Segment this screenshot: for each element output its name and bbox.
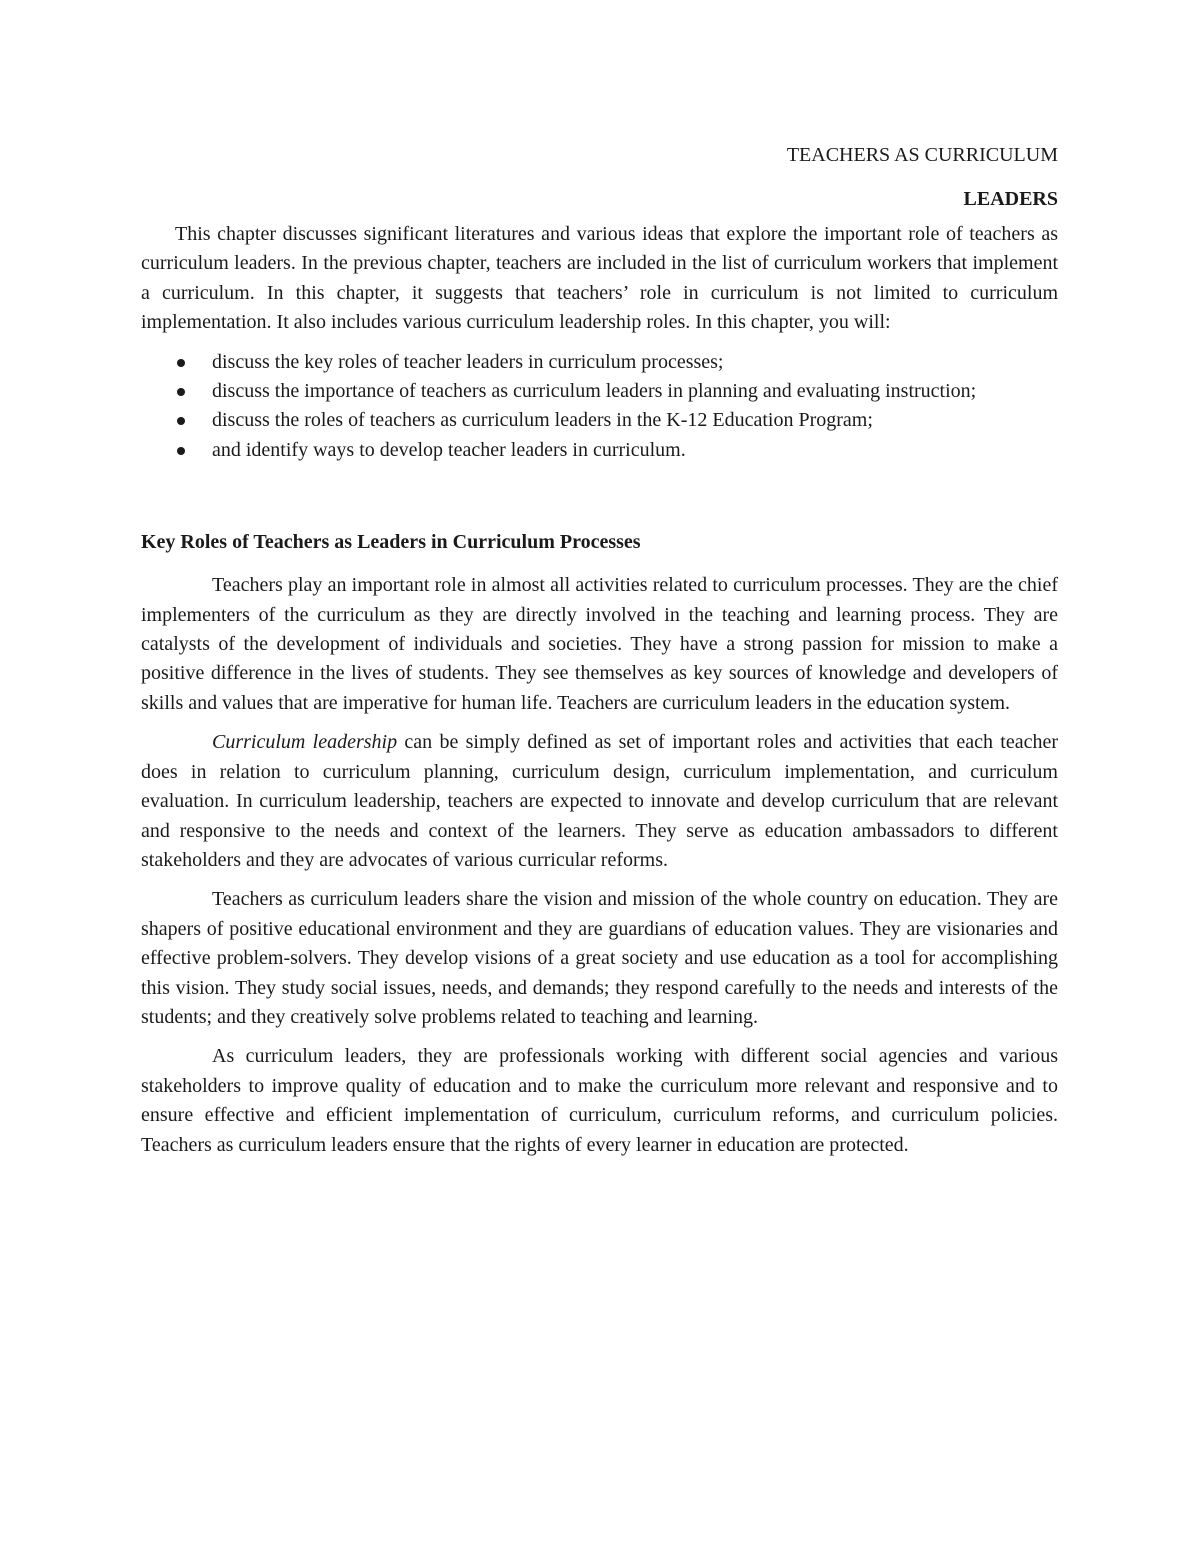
bullet-icon [177,359,185,367]
list-item-text: and identify ways to develop teacher leaders in curriculum. [212,438,686,461]
list-item-text: discuss the roles of teachers as curriculum leaders in the K-12 Education Program; [212,409,873,432]
page-title: TEACHERS AS CURRICULUM [786,144,1058,166]
list-item [141,377,1058,406]
list-item-text: discuss the importance of teachers as curriculum leaders in planning and evaluating instruction; [212,380,977,403]
list-item-text: discuss the key roles of teacher leaders in curriculum processes; [212,350,724,373]
page-subtitle: LEADERS [963,188,1058,210]
list-item [141,406,1058,435]
list-item [141,348,1058,377]
bullet-icon [177,388,185,396]
bullet-icon [177,417,185,425]
document-page [141,140,1058,1160]
intro-paragraph: This chapter discusses significant literatures and various ideas that explore the important role of teachers as curriculum leaders. In the previous chapter, teachers are included in the list of curriculum workers that implement a curriculum. In this chapter, it suggests that teachers’ role in curriculum is not limited to curriculum implementation. It also includes various curriculum leadership roles. In this chapter, you will: [141,223,1058,334]
defined-term: Curriculum leadership [212,731,398,754]
list-item [141,436,1058,465]
section-heading: Key Roles of Teachers as Leaders in Curriculum Processes [141,531,641,554]
body-paragraph-1: Teachers play an important role in almost all activities related to curriculum processes. They are the chief implementers of the curriculum as they are directly involved in the teaching and learning process. They are catalysts of the development of individuals and societies. They have a strong passion for mission to make a positive difference in the lives of students. They see themselves as key sources of knowledge and developers of skills and values that are imperative for human life. Teachers are curriculum leaders in the education system. [141,574,1058,714]
body-paragraph-3: Teachers as curriculum leaders share the vision and mission of the whole country on education. They are shapers of positive educational environment and they are guardians of education values. They are visionaries and effective problem-solvers. They develop visions of a great society and use education as a tool for accomplishing this vision. They study social issues, needs, and demands; they respond carefully to the needs and interests of the students; and they creatively solve problems related to teaching and learning. [141,888,1058,1028]
body-paragraph-2 [141,728,1058,875]
objectives-list [141,348,1058,466]
bullet-icon [177,447,185,455]
paragraph-2-text: can be simply defined as set of important roles and activities that each teacher does in relation to curriculum planning, curriculum design, curriculum implementation, and curriculum evaluation. In curriculum leadership, teachers are expected to innovate and develop curriculum that are relevant and responsive to the needs and context of the learners. They serve as education ambassadors to different stakeholders and they are advocates of various curricular reforms. [141,731,1058,871]
body-paragraph-4: As curriculum leaders, they are professionals working with different social agencies and various stakeholders to improve quality of education and to make the curriculum more relevant and responsive and to ensure effective and efficient implementation of curriculum, curriculum reforms, and curriculum policies. Teachers as curriculum leaders ensure that the rights of every learner in education are protected. [141,1045,1058,1156]
